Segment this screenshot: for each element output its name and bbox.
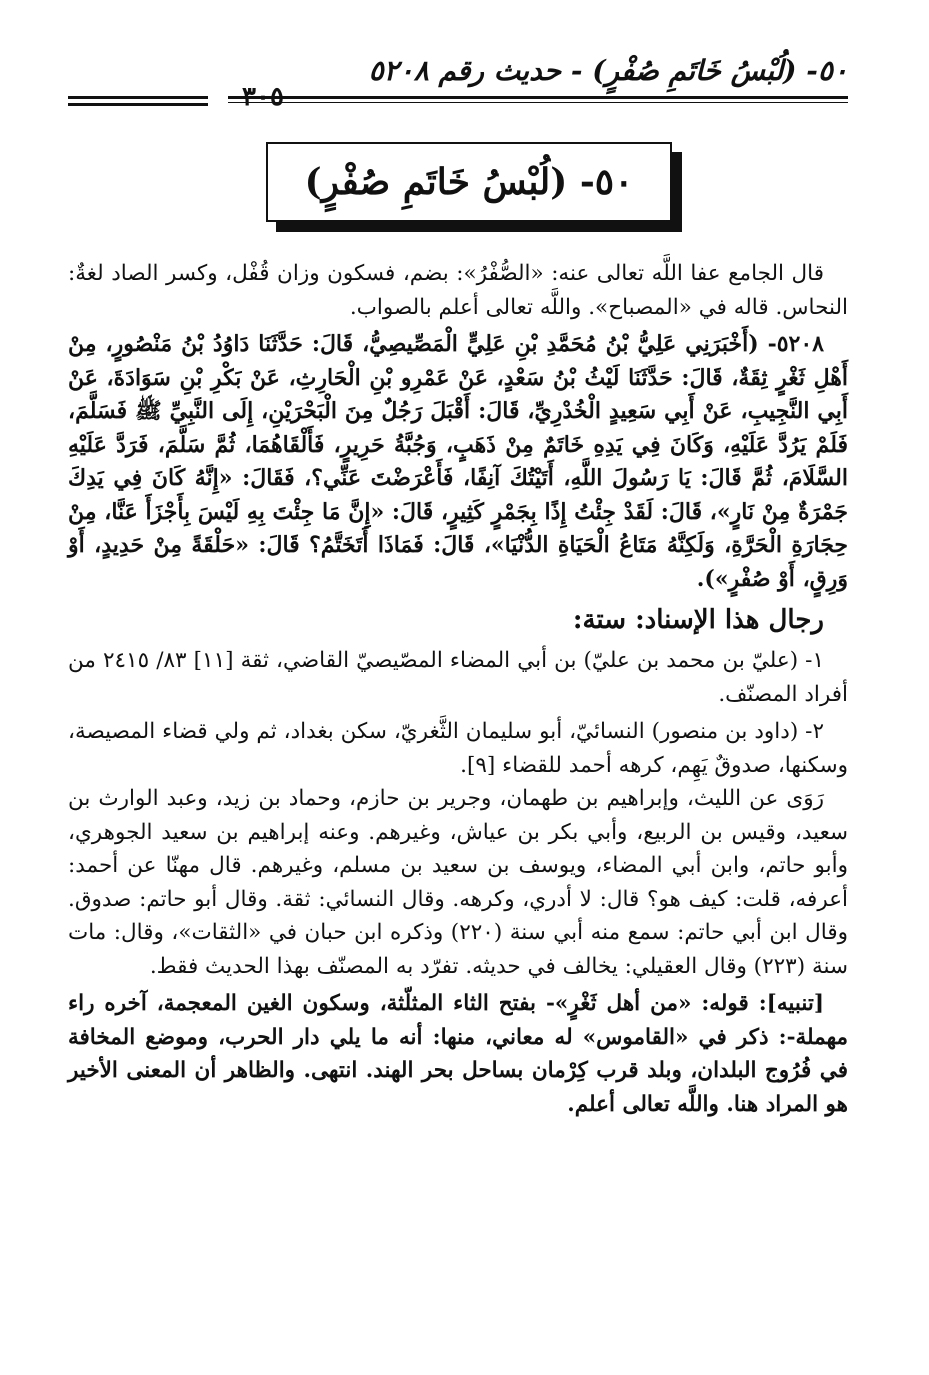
running-head-title: ٥٠- (لُبْسُ خَاتَمِ صُفْرٍ) - حديث رقم ٥٢٠٨ (368, 54, 848, 87)
chapter-title: ٥٠- (لُبْسُ خَاتَمِ صُفْرٍ) (304, 161, 634, 203)
chapter-title-box (266, 142, 672, 222)
narrator-2: ٢- (داود بن منصور) النسائيّ، أبو سليمان الثَّغريّ، سكن بغداد، ثم ولي قضاء المصيصة، وسكنها، صدوقٌ يَهِم، كرهه أحمد للقضاء [٩]. (68, 719, 848, 778)
book-page (68, 52, 848, 1352)
narrator-2-details: رَوَى عن الليث، وإبراهيم بن طهمان، وجرير بن حازم، وحماد بن زيد، وعبد الوارث بن سعيد، وقيس بن الربيع، وأبي بكر بن عياش، وغيرهم. وعنه إبراهيم بن سعيد الجوهري، وأبو حاتم، وابن أبي المضاء، ويوسف بن سعيد بن مسلم، وغيرهم. قال مهنّا عن أحمد: أعرفه، قلت: كيف هو؟ قال: لا أدري، وكرهه. وقال النسائي: ثقة. وقال أبو حاتم: صدوق. وقال ابن أبي حاتم: سمع منه أبي سنة (٢٢٠) وذكره ابن حبان في «الثقات»، وقال: مات سنة (٢٢٣) وقال العقيلي: يخالف في حديثه. تفرّد به المصنّف بهذا الحديث فقط. (68, 786, 848, 979)
note-paragraph: [تنبيه]: قوله: «من أهل ثَغْرٍ»- بفتح الثاء المثلّثة، وسكون الغين المعجمة، آخره راء مهملة-: ذكر في «القاموس» له معاني، منها: أنه ما يلي دار الحرب، وموضع المخافة في فُرُوج البلدان، وبلد قرب كِرْمان بساحل بحر الهند. انتهى. والظاهر أن المعنى الأخير هو المراد هنا. واللَّه تعالى أعلم. (68, 991, 848, 1117)
intro-paragraph: قال الجامع عفا اللَّه تعالى عنه: «الصُّفْرُ»: بضم، فسكون وزان قُفْل، وكسر الصاد لغةٌ: النحاس. قاله في «المصباح». واللَّه تعالى أعلم بالصواب. (68, 261, 848, 320)
page-body (68, 257, 848, 1121)
hadith-text: ٥٢٠٨- (أَخْبَرَنِي عَلِيُّ بْنُ مُحَمَّدِ بْنِ عَلِيٍّ الْمَصِّيصِيُّ، قَالَ: حَدَّثَنَا دَاوُدُ بْنُ مَنْصُورٍ، مِنْ أَهْلِ ثَغْرٍ ثِقَةٌ، قَالَ: حَدَّثَنَا لَيْثُ بْنُ سَعْدٍ، عَنْ عَمْرِو بْنِ الْحَارِثِ، عَنْ بَكْرِ بْنِ سَوَادَةَ، عَنْ أَبِي النَّجِيبِ، عَنْ أَبِي سَعِيدٍ الْخُدْرِيِّ، قَالَ: أَقْبَلَ رَجُلٌ مِنَ الْبَحْرَيْنِ، إِلَى النَّبِيِّ ﷺ فَسَلَّمَ، فَلَمْ يَرُدَّ عَلَيْهِ، وَكَانَ فِي يَدِهِ خَاتَمٌ مِنْ ذَهَبٍ، وَجُبَّةُ حَرِيرٍ، فَأَلْقَاهُمَا، ثُمَّ سَلَّمَ، فَرَدَّ عَلَيْهِ السَّلَامَ، ثُمَّ قَالَ: يَا رَسُولَ اللَّهِ، أَتَيْتُكَ آنِفًا، فَأَعْرَضْتَ عَنِّي؟، فَقَالَ: «إِنَّهُ كَانَ فِي يَدِكَ جَمْرَةٌ مِنْ نَارٍ»، قَالَ: لَقَدْ جِئْتُ إِذًا بِجَمْرٍ كَثِيرٍ، قَالَ: «إِنَّ مَا جِئْتَ بِهِ لَيْسَ بِأَجْزَأَ عَنَّا، مِنْ حِجَارَةِ الْحَرَّةِ، وَلَكِنَّهُ مَتَاعُ الْحَيَاةِ الدُّنْيَا»، قَالَ: فَمَاذَا أَتَخَتَّمُ؟ قَالَ: «حَلْقَةً مِنْ حَدِيدٍ، أَوْ وَرِقٍ، أَوْ صُفْرٍ»). (68, 331, 848, 592)
page-number-rule (68, 96, 208, 106)
running-head-rule (228, 96, 848, 103)
page-number: ٣٠٥ (242, 82, 284, 112)
isnad-heading: رجال هذا الإسناد: ستة: (572, 605, 824, 635)
narrator-1: ١- (عليّ بن محمد بن عليّ) بن أبي المضاء المصّيصيّ القاضي، ثقة [١١] ٨٣/ ٢٤١٥ من أفراد المصنّف. (68, 648, 848, 707)
running-head (68, 52, 848, 124)
